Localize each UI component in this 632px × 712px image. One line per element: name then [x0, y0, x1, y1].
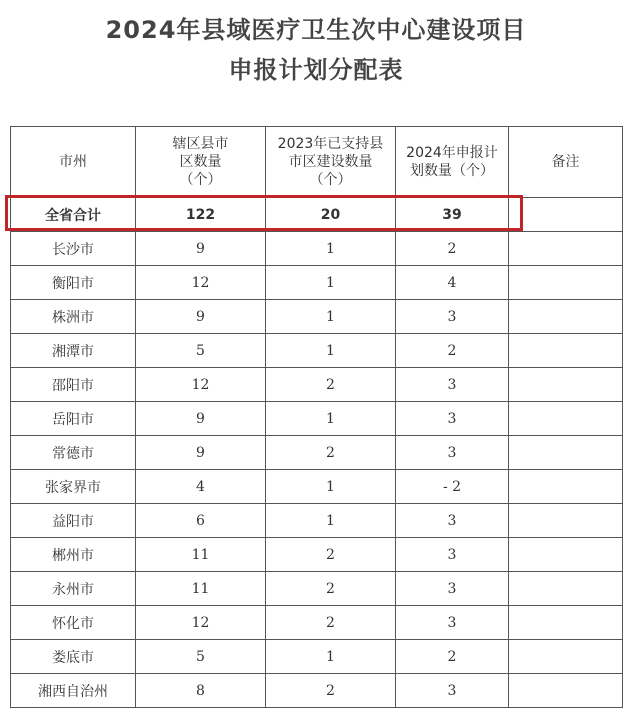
cell-plan-2024: 2 [396, 334, 509, 368]
cell-supported-2023: 2 [266, 674, 396, 708]
header-city: 市州 [11, 127, 136, 198]
cell-plan-2024: 2 [396, 640, 509, 674]
cell-city: 郴州市 [11, 538, 136, 572]
cell-plan-2024: 3 [396, 368, 509, 402]
cell-city: 邵阳市 [11, 368, 136, 402]
cell-note [509, 266, 623, 300]
allocation-table [10, 126, 623, 708]
cell-city: 岳阳市 [11, 402, 136, 436]
cell-count: 122 [136, 198, 266, 232]
cell-supported-2023: 20 [266, 198, 396, 232]
table-row [11, 470, 623, 504]
cell-plan-2024: 3 [396, 674, 509, 708]
header-note: 备注 [509, 127, 623, 198]
cell-note [509, 572, 623, 606]
cell-note [509, 198, 623, 232]
cell-note [509, 300, 623, 334]
cell-supported-2023: 1 [266, 402, 396, 436]
table-row [11, 368, 623, 402]
cell-count: 5 [136, 334, 266, 368]
cell-city: 益阳市 [11, 504, 136, 538]
cell-plan-2024: - 2 [396, 470, 509, 504]
cell-count: 11 [136, 538, 266, 572]
cell-count: 9 [136, 300, 266, 334]
cell-plan-2024: 3 [396, 504, 509, 538]
cell-city: 长沙市 [11, 232, 136, 266]
cell-supported-2023: 1 [266, 640, 396, 674]
cell-supported-2023: 1 [266, 504, 396, 538]
cell-count: 9 [136, 402, 266, 436]
document-title-line1: 2024年县域医疗卫生次中心建设项目 [105, 16, 527, 44]
cell-plan-2024: 2 [396, 232, 509, 266]
cell-count: 6 [136, 504, 266, 538]
cell-plan-2024: 39 [396, 198, 509, 232]
cell-city: 全省合计 [11, 198, 136, 232]
cell-note [509, 538, 623, 572]
table-row [11, 640, 623, 674]
table-row [11, 572, 623, 606]
table-row [11, 402, 623, 436]
header-count: 辖区县市区数量（个） [136, 127, 266, 198]
cell-city: 株洲市 [11, 300, 136, 334]
cell-supported-2023: 1 [266, 470, 396, 504]
cell-supported-2023: 2 [266, 572, 396, 606]
cell-note [509, 368, 623, 402]
cell-city: 湘西自治州 [11, 674, 136, 708]
header-plan-2024: 2024年申报计划数量（个） [396, 127, 509, 198]
table-row [11, 300, 623, 334]
cell-note [509, 402, 623, 436]
cell-count: 9 [136, 436, 266, 470]
cell-supported-2023: 1 [266, 266, 396, 300]
table-row [11, 334, 623, 368]
cell-note [509, 232, 623, 266]
cell-supported-2023: 1 [266, 232, 396, 266]
table-header-row [11, 127, 623, 198]
cell-supported-2023: 2 [266, 368, 396, 402]
cell-note [509, 334, 623, 368]
cell-plan-2024: 3 [396, 402, 509, 436]
cell-count: 9 [136, 232, 266, 266]
header-supported-2023: 2023年已支持县市区建设数量（个） [266, 127, 396, 198]
cell-supported-2023: 1 [266, 300, 396, 334]
table-row [11, 232, 623, 266]
table-row [11, 436, 623, 470]
cell-note [509, 436, 623, 470]
cell-city: 常德市 [11, 436, 136, 470]
cell-plan-2024: 3 [396, 300, 509, 334]
cell-supported-2023: 2 [266, 436, 396, 470]
cell-supported-2023: 1 [266, 334, 396, 368]
cell-note [509, 640, 623, 674]
cell-plan-2024: 3 [396, 606, 509, 640]
cell-city: 娄底市 [11, 640, 136, 674]
cell-supported-2023: 2 [266, 606, 396, 640]
cell-count: 8 [136, 674, 266, 708]
cell-plan-2024: 4 [396, 266, 509, 300]
table-row [11, 606, 623, 640]
cell-plan-2024: 3 [396, 538, 509, 572]
document-title-line2: 申报计划分配表 [228, 56, 404, 84]
cell-count: 12 [136, 368, 266, 402]
table-row [11, 674, 623, 708]
cell-count: 5 [136, 640, 266, 674]
cell-count: 11 [136, 572, 266, 606]
cell-note [509, 470, 623, 504]
cell-city: 湘潭市 [11, 334, 136, 368]
cell-note [509, 674, 623, 708]
table-row [11, 538, 623, 572]
cell-city: 衡阳市 [11, 266, 136, 300]
table-row-total [11, 198, 623, 232]
cell-city: 张家界市 [11, 470, 136, 504]
cell-plan-2024: 3 [396, 572, 509, 606]
cell-plan-2024: 3 [396, 436, 509, 470]
cell-note [509, 606, 623, 640]
cell-count: 12 [136, 606, 266, 640]
cell-city: 怀化市 [11, 606, 136, 640]
cell-count: 4 [136, 470, 266, 504]
cell-count: 12 [136, 266, 266, 300]
cell-note [509, 504, 623, 538]
cell-supported-2023: 2 [266, 538, 396, 572]
table-row [11, 266, 623, 300]
table-row [11, 504, 623, 538]
cell-city: 永州市 [11, 572, 136, 606]
